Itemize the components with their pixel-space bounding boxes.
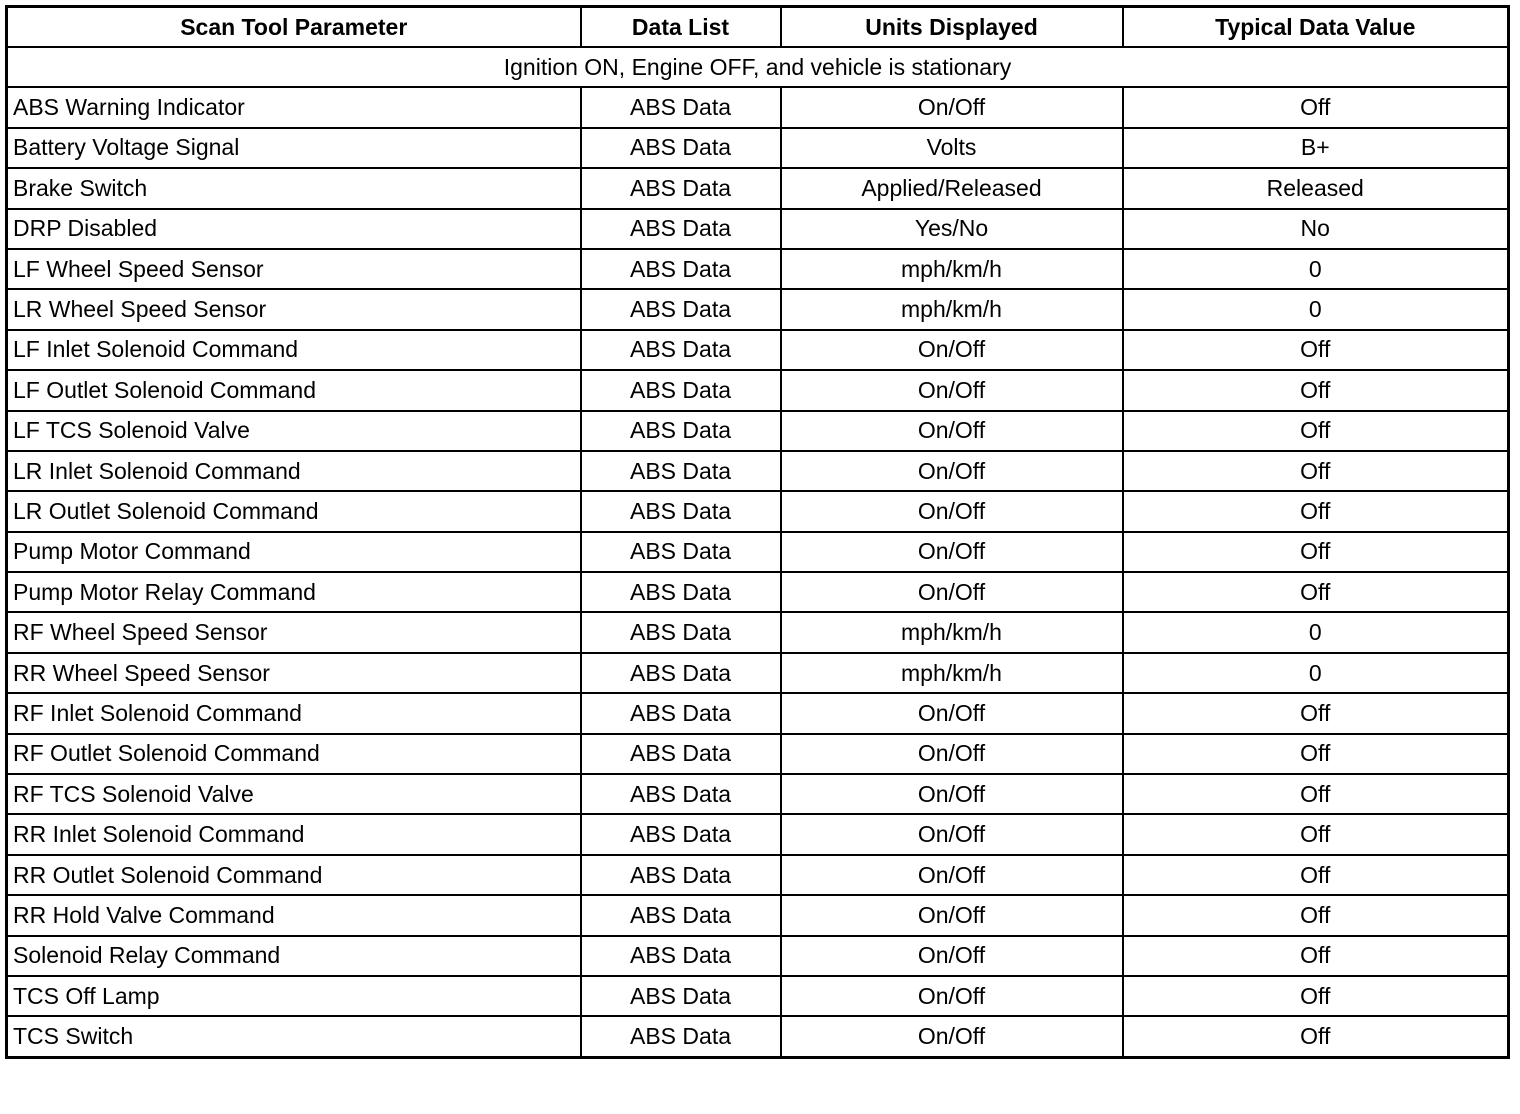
- typical-value-cell: Off: [1123, 1016, 1509, 1057]
- units-cell: On/Off: [781, 491, 1123, 531]
- units-cell: mph/km/h: [781, 289, 1123, 329]
- units-cell: Applied/Released: [781, 168, 1123, 208]
- parameter-cell: RR Inlet Solenoid Command: [7, 814, 581, 854]
- units-cell: On/Off: [781, 734, 1123, 774]
- units-cell: On/Off: [781, 370, 1123, 410]
- table-row: [7, 87, 1509, 127]
- typical-value-cell: Released: [1123, 168, 1509, 208]
- parameter-cell: LR Outlet Solenoid Command: [7, 491, 581, 531]
- parameter-cell: Brake Switch: [7, 168, 581, 208]
- table-row: [7, 855, 1509, 895]
- units-cell: On/Off: [781, 411, 1123, 451]
- table-row: [7, 1016, 1509, 1057]
- table-row: [7, 532, 1509, 572]
- typical-value-cell: Off: [1123, 936, 1509, 976]
- data-list-cell: ABS Data: [581, 451, 781, 491]
- typical-value-cell: 0: [1123, 653, 1509, 693]
- data-list-cell: ABS Data: [581, 289, 781, 329]
- data-list-cell: ABS Data: [581, 128, 781, 168]
- units-cell: On/Off: [781, 87, 1123, 127]
- units-cell: On/Off: [781, 774, 1123, 814]
- table-row: [7, 491, 1509, 531]
- data-list-cell: ABS Data: [581, 491, 781, 531]
- header-scan-tool-parameter: Scan Tool Parameter: [7, 7, 581, 48]
- table-row: [7, 168, 1509, 208]
- units-cell: On/Off: [781, 814, 1123, 854]
- data-list-cell: ABS Data: [581, 653, 781, 693]
- typical-value-cell: B+: [1123, 128, 1509, 168]
- header-row: [7, 7, 1509, 48]
- units-cell: Yes/No: [781, 209, 1123, 249]
- units-cell: mph/km/h: [781, 249, 1123, 289]
- units-cell: On/Off: [781, 976, 1123, 1016]
- data-list-cell: ABS Data: [581, 249, 781, 289]
- data-list-cell: ABS Data: [581, 936, 781, 976]
- table-row: [7, 734, 1509, 774]
- units-cell: mph/km/h: [781, 612, 1123, 652]
- parameter-cell: ABS Warning Indicator: [7, 87, 581, 127]
- data-list-cell: ABS Data: [581, 330, 781, 370]
- typical-value-cell: Off: [1123, 774, 1509, 814]
- parameter-cell: RF TCS Solenoid Valve: [7, 774, 581, 814]
- data-list-cell: ABS Data: [581, 693, 781, 733]
- data-list-cell: ABS Data: [581, 1016, 781, 1057]
- table-row: [7, 249, 1509, 289]
- parameter-cell: Battery Voltage Signal: [7, 128, 581, 168]
- typical-value-cell: Off: [1123, 572, 1509, 612]
- typical-value-cell: 0: [1123, 249, 1509, 289]
- parameter-cell: RF Wheel Speed Sensor: [7, 612, 581, 652]
- parameter-cell: DRP Disabled: [7, 209, 581, 249]
- units-cell: On/Off: [781, 572, 1123, 612]
- table-row: [7, 451, 1509, 491]
- units-cell: On/Off: [781, 855, 1123, 895]
- data-list-cell: ABS Data: [581, 734, 781, 774]
- typical-value-cell: 0: [1123, 612, 1509, 652]
- parameter-cell: LF Outlet Solenoid Command: [7, 370, 581, 410]
- typical-value-cell: 0: [1123, 289, 1509, 329]
- typical-value-cell: Off: [1123, 855, 1509, 895]
- data-list-cell: ABS Data: [581, 774, 781, 814]
- parameter-cell: TCS Off Lamp: [7, 976, 581, 1016]
- data-list-cell: ABS Data: [581, 209, 781, 249]
- table-row: [7, 330, 1509, 370]
- parameter-cell: RF Outlet Solenoid Command: [7, 734, 581, 774]
- typical-value-cell: Off: [1123, 411, 1509, 451]
- typical-value-cell: Off: [1123, 734, 1509, 774]
- parameter-cell: RR Hold Valve Command: [7, 895, 581, 935]
- typical-value-cell: Off: [1123, 491, 1509, 531]
- typical-value-cell: Off: [1123, 814, 1509, 854]
- data-list-cell: ABS Data: [581, 855, 781, 895]
- data-list-cell: ABS Data: [581, 87, 781, 127]
- data-list-cell: ABS Data: [581, 976, 781, 1016]
- typical-value-cell: Off: [1123, 693, 1509, 733]
- data-list-cell: ABS Data: [581, 370, 781, 410]
- units-cell: On/Off: [781, 330, 1123, 370]
- table-body: [7, 47, 1509, 1057]
- parameter-cell: RR Outlet Solenoid Command: [7, 855, 581, 895]
- typical-value-cell: Off: [1123, 370, 1509, 410]
- header-typical-data-value: Typical Data Value: [1123, 7, 1509, 48]
- table-row: [7, 774, 1509, 814]
- units-cell: On/Off: [781, 532, 1123, 572]
- data-list-cell: ABS Data: [581, 572, 781, 612]
- typical-value-cell: Off: [1123, 451, 1509, 491]
- table-row: [7, 572, 1509, 612]
- parameter-cell: Pump Motor Command: [7, 532, 581, 572]
- parameter-cell: LR Wheel Speed Sensor: [7, 289, 581, 329]
- parameter-cell: LR Inlet Solenoid Command: [7, 451, 581, 491]
- table-row: [7, 814, 1509, 854]
- parameter-cell: TCS Switch: [7, 1016, 581, 1057]
- section-label: Ignition ON, Engine OFF, and vehicle is stationary: [7, 47, 1509, 87]
- typical-value-cell: Off: [1123, 87, 1509, 127]
- parameter-cell: LF TCS Solenoid Valve: [7, 411, 581, 451]
- section-row: [7, 47, 1509, 87]
- table-row: [7, 411, 1509, 451]
- data-list-cell: ABS Data: [581, 411, 781, 451]
- units-cell: On/Off: [781, 693, 1123, 733]
- table-row: [7, 653, 1509, 693]
- parameter-cell: RF Inlet Solenoid Command: [7, 693, 581, 733]
- units-cell: On/Off: [781, 895, 1123, 935]
- data-list-cell: ABS Data: [581, 612, 781, 652]
- data-list-cell: ABS Data: [581, 895, 781, 935]
- table-row: [7, 209, 1509, 249]
- parameter-cell: LF Inlet Solenoid Command: [7, 330, 581, 370]
- units-cell: On/Off: [781, 936, 1123, 976]
- typical-value-cell: Off: [1123, 532, 1509, 572]
- table-row: [7, 612, 1509, 652]
- parameter-cell: Solenoid Relay Command: [7, 936, 581, 976]
- parameter-cell: LF Wheel Speed Sensor: [7, 249, 581, 289]
- table-row: [7, 976, 1509, 1016]
- header-units-displayed: Units Displayed: [781, 7, 1123, 48]
- typical-value-cell: Off: [1123, 330, 1509, 370]
- table-row: [7, 936, 1509, 976]
- typical-value-cell: Off: [1123, 895, 1509, 935]
- parameter-cell: RR Wheel Speed Sensor: [7, 653, 581, 693]
- typical-value-cell: No: [1123, 209, 1509, 249]
- data-list-cell: ABS Data: [581, 532, 781, 572]
- table-row: [7, 693, 1509, 733]
- table-row: [7, 289, 1509, 329]
- units-cell: On/Off: [781, 1016, 1123, 1057]
- header-data-list: Data List: [581, 7, 781, 48]
- units-cell: Volts: [781, 128, 1123, 168]
- parameter-cell: Pump Motor Relay Command: [7, 572, 581, 612]
- table-row: [7, 128, 1509, 168]
- scan-tool-data-table: [5, 5, 1510, 1059]
- table-row: [7, 370, 1509, 410]
- units-cell: mph/km/h: [781, 653, 1123, 693]
- data-list-cell: ABS Data: [581, 168, 781, 208]
- table-row: [7, 895, 1509, 935]
- data-list-cell: ABS Data: [581, 814, 781, 854]
- typical-value-cell: Off: [1123, 976, 1509, 1016]
- units-cell: On/Off: [781, 451, 1123, 491]
